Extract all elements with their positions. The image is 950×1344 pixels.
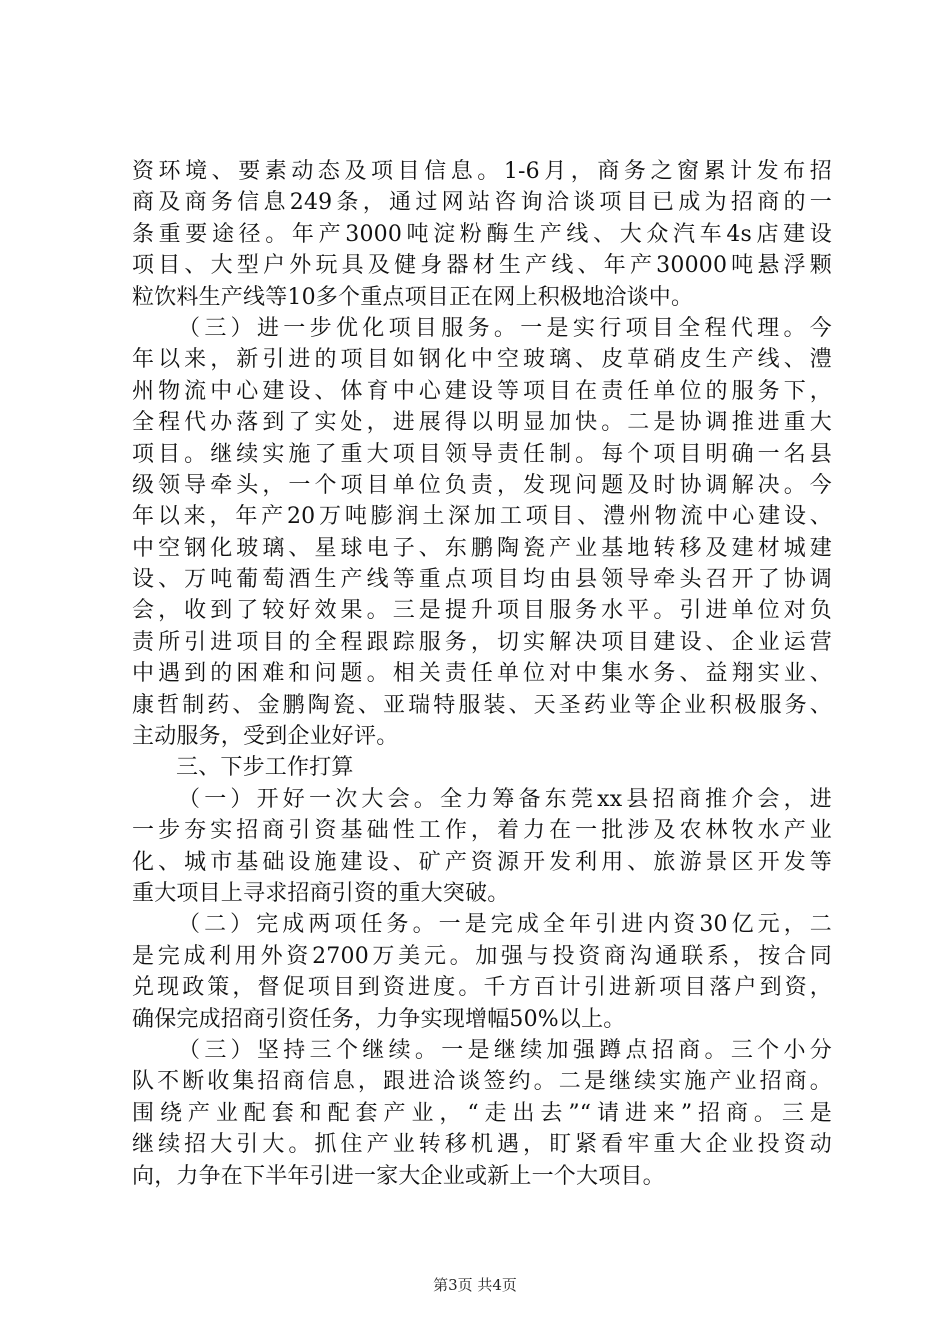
text-line: 商及商务信息249条，通过网站咨询洽谈项目已成为招商的一 [132,190,832,216]
text-line: 兑现政策，督促项目到资进度。千方百计引进新项目落户到资， [132,975,832,1001]
text-line: 是完成利用外资2700万美元。加强与投资商沟通联系，按合同 [132,943,832,969]
text-line: 级领导牵头，一个项目单位负责，发现问题及时协调解决。今 [132,472,832,498]
text-line: 项目、大型户外玩具及健身器材生产线、年产30000吨悬浮颗 [132,253,832,279]
text-line: 资环境、要素动态及项目信息。1-6月，商务之窗累计发布招 [132,159,832,184]
text-line: 年以来，年产20万吨膨润土深加工项目、澧州物流中心建设、 [132,504,832,530]
text-line: 继续招大引大。抓住产业转移机遇，盯紧看牢重大企业投资动 [132,1132,832,1158]
paragraph-start-line: （三）进一步优化项目服务。一是实行项目全程代理。今 [178,315,832,341]
text-line: 向，力争在下半年引进一家大企业或新上一个大项目。 [132,1163,665,1189]
page-footer [0,1274,950,1295]
text-line: 中遇到的困难和问题。相关责任单位对中集水务、益翔实业、 [132,661,832,687]
text-line: 设、万吨葡萄酒生产线等重点项目均由县领导牵头召开了协调 [132,567,832,593]
text-line: 围绕产业配套和配套产业，“走出去”“请进来”招商。三是 [132,1100,832,1126]
text-line: 化、城市基础设施建设、矿产资源开发利用、旅游景区开发等 [132,849,832,875]
text-line: 康哲制药、金鹏陶瓷、亚瑞特服装、天圣药业等企业积极服务、 [132,692,832,718]
paragraph-start-line: （一）开好一次大会。全力筹备东莞xx县招商推介会，进 [178,786,832,812]
page-number-label: 第3页 共4页 [433,1276,517,1294]
text-line: 中空钢化玻璃、星球电子、东鹏陶瓷产业基地转移及建材城建 [132,535,832,561]
text-line: 会，收到了较好效果。三是提升项目服务水平。引进单位对负 [132,598,832,624]
text-line: 一步夯实招商引资基础性工作，着力在一批涉及农林牧水产业 [132,818,832,844]
text-line: 全程代办落到了实处，进展得以明显加快。二是协调推进重大 [132,410,832,436]
text-line: 责所引进项目的全程跟踪服务，切实解决项目建设、企业运营 [132,629,832,655]
text-line: 年以来，新引进的项目如钢化中空玻璃、皮草硝皮生产线、澧 [132,347,832,373]
document-body [132,156,832,1192]
text-line: 队不断收集招商信息，跟进洽谈签约。二是继续实施产业招商。 [132,1069,832,1095]
paragraph-start-line: （三）坚持三个继续。一是继续加强蹲点招商。三个小分 [178,1037,832,1063]
text-line: 项目。继续实施了重大项目领导责任制。每个项目明确一名县 [132,441,832,467]
text-line: 确保完成招商引资任务，力争实现增幅50%以上。 [132,1006,626,1032]
text-line: 州物流中心建设、体育中心建设等项目在责任单位的服务下， [132,378,832,404]
text-line: 粒饮料生产线等10多个重点项目正在网上积极地洽谈中。 [132,284,694,310]
text-line: 主动服务，受到企业好评。 [132,724,399,750]
section-heading: 三、下步工作打算 [176,755,354,781]
text-line: 条重要途径。年产3000吨淀粉酶生产线、大众汽车4s店建设 [132,221,832,247]
text-line: 重大项目上寻求招商引资的重大突破。 [132,880,510,906]
paragraph-start-line: （二）完成两项任务。一是完成全年引进内资30亿元，二 [178,912,832,938]
